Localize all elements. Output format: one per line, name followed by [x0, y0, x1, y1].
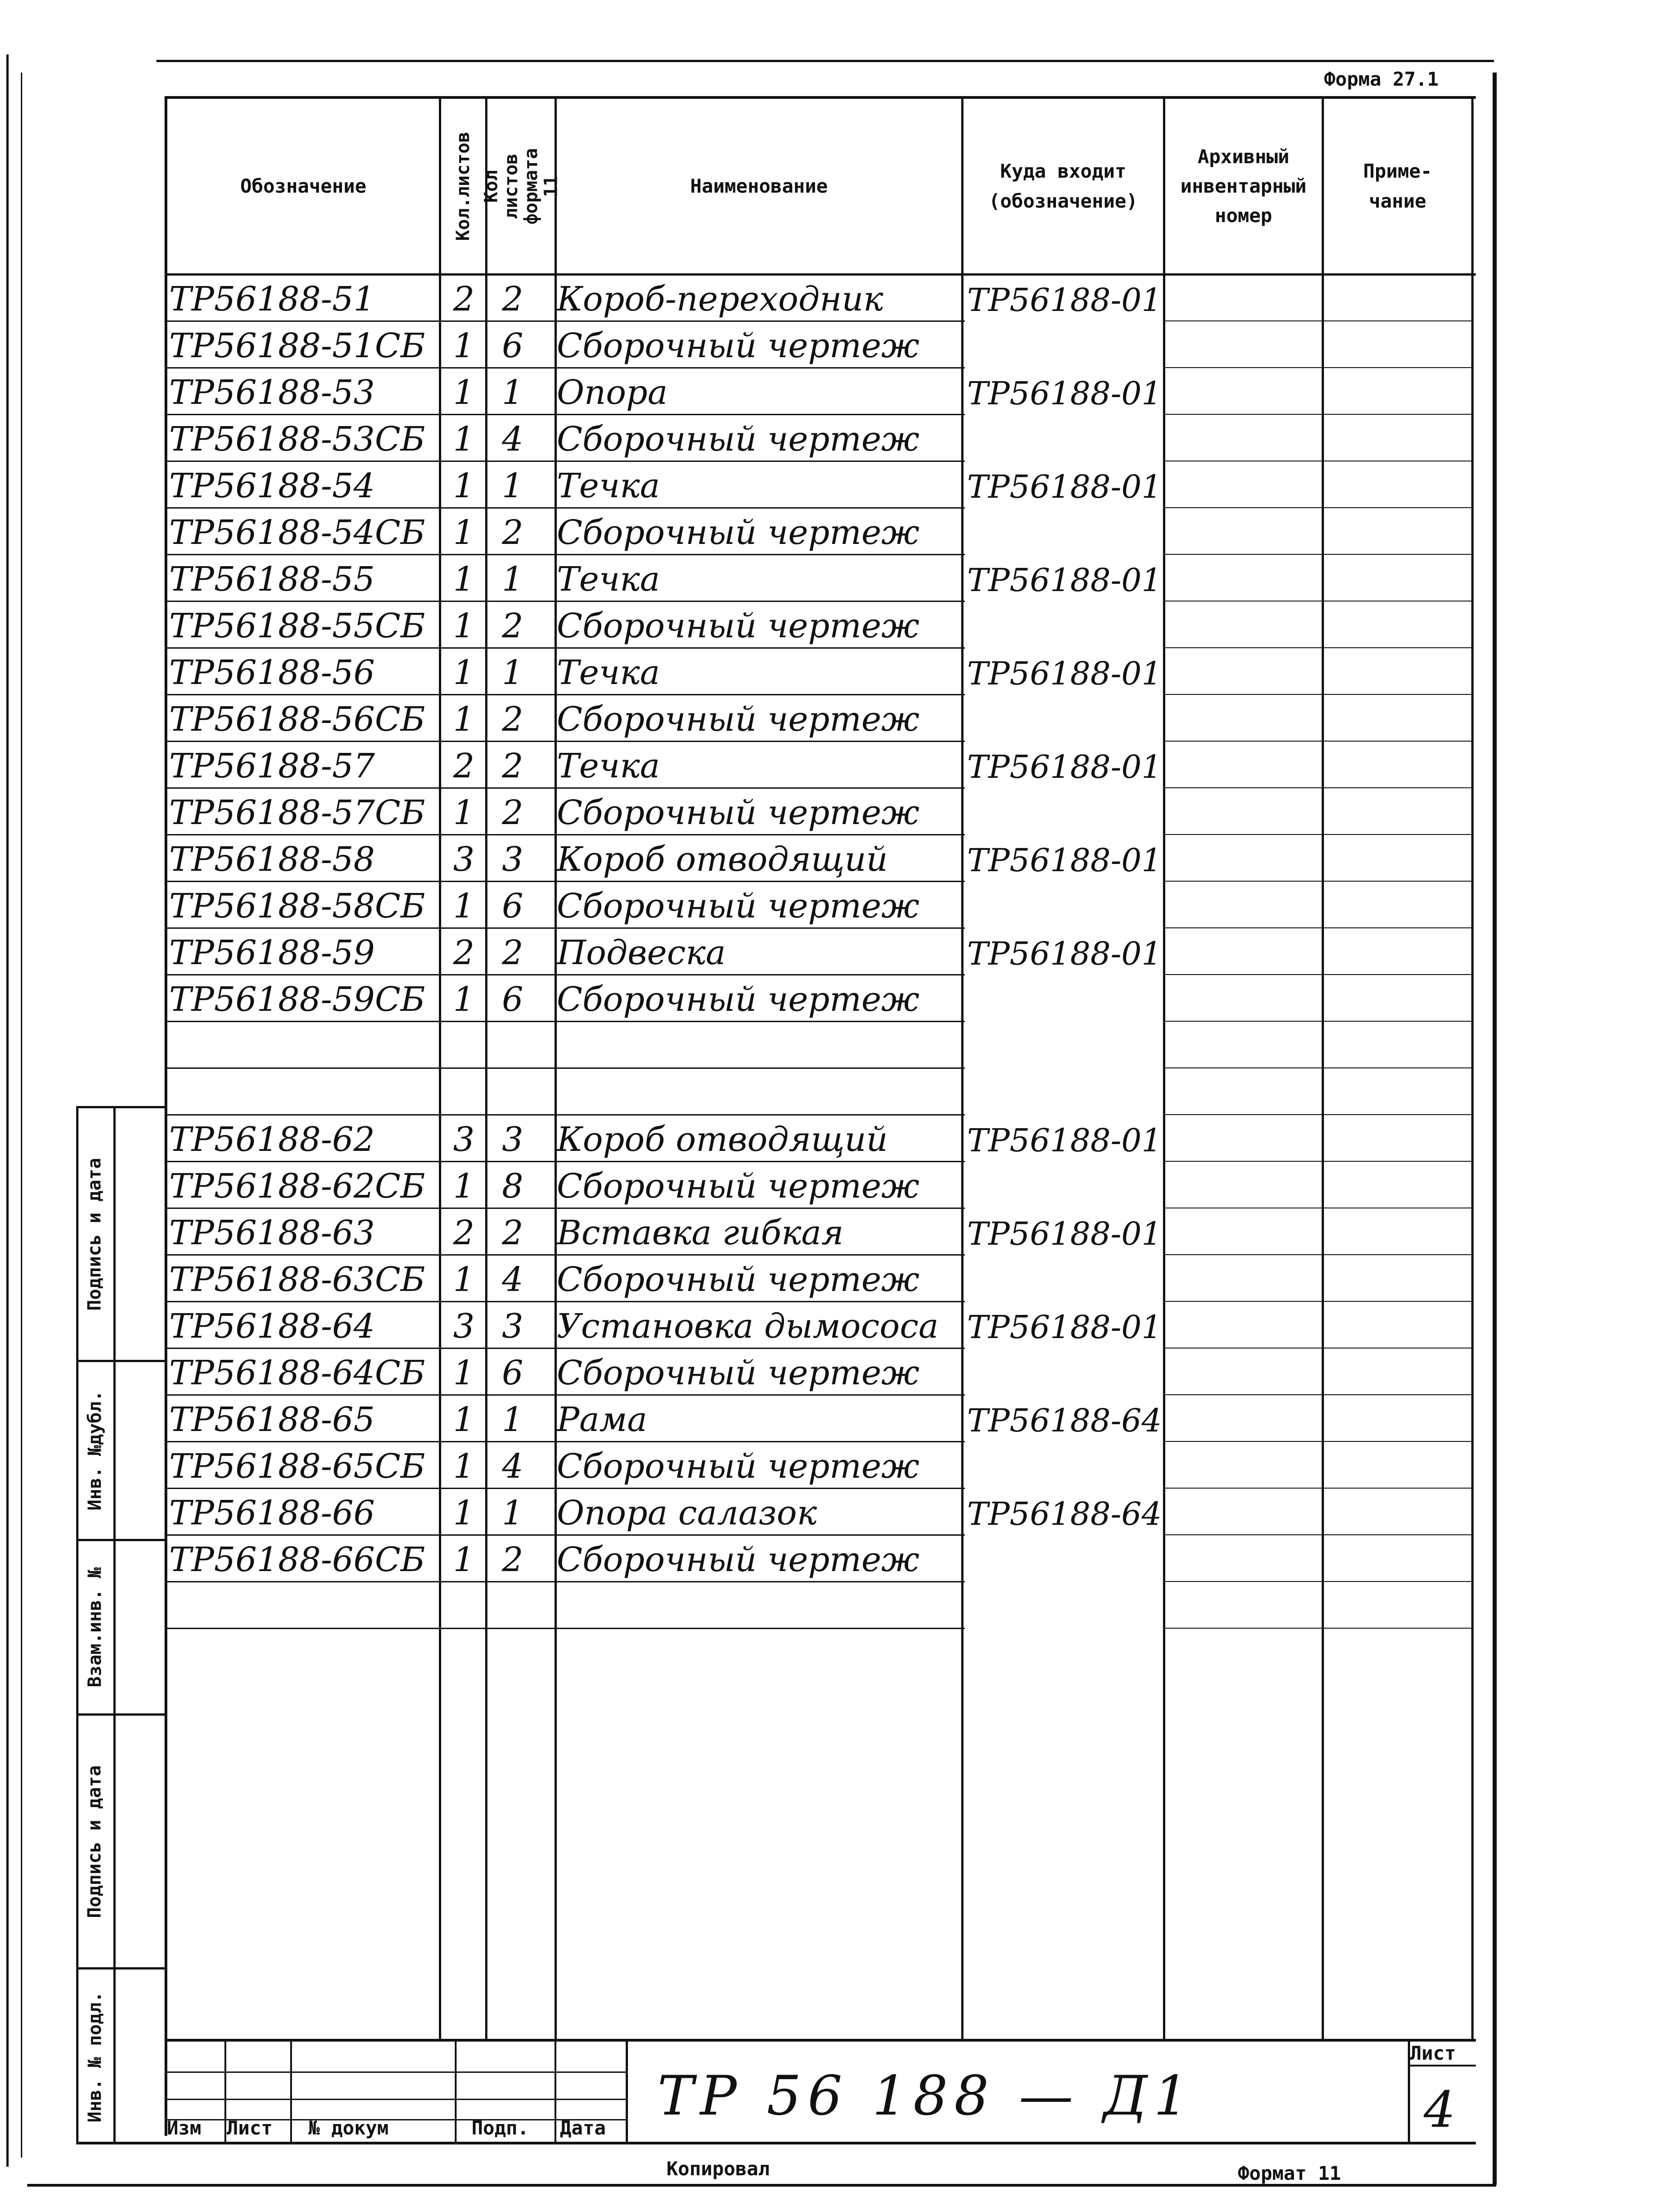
table-row [167, 1489, 1474, 1536]
row-designation: ТР56188-65 [169, 1400, 375, 1439]
row-sheets-f11: 2 [501, 747, 524, 786]
table-row [167, 322, 1474, 369]
tb-col-5 [626, 2040, 628, 2143]
header-archive: Архивный инвентарный номер [1180, 145, 1307, 227]
row-sheets [443, 1023, 484, 1069]
row-rule [167, 554, 965, 555]
row-sheets: 1 [453, 1353, 475, 1392]
row-designation: ТР56188-58 [169, 840, 375, 879]
row-rule-right [1165, 414, 1474, 415]
row-rule-right [1165, 694, 1474, 695]
row-where-used [967, 1023, 1221, 1069]
table-row [167, 836, 1474, 883]
tb-row-1 [165, 2071, 628, 2073]
row-where-used: ТР56188-01 [967, 655, 1162, 692]
row-designation: ТР56188-56 [169, 653, 375, 692]
row-where-used [967, 322, 1221, 369]
row-rule [167, 601, 965, 602]
row-designation: ТР56188-54СБ [169, 513, 425, 552]
row-sheets-f11: 1 [501, 1494, 524, 1533]
row-designation: ТР56188-58СБ [169, 887, 425, 926]
row-name: Течка [557, 653, 660, 692]
side-label-dup-inv: Инв. №дубл. [84, 1390, 105, 1511]
row-sheets: 1 [453, 1540, 475, 1579]
row-rule [167, 1067, 965, 1069]
row-sheets-f11: 2 [501, 1213, 524, 1252]
table-row [167, 696, 1474, 742]
row-sheets-f11: 2 [501, 280, 524, 319]
table-row [167, 1116, 1474, 1163]
row-where-used [967, 1349, 1221, 1396]
row-where-used: ТР56188-64 [967, 1495, 1162, 1533]
row-rule [167, 1348, 965, 1349]
row-sheets: 1 [453, 560, 475, 599]
row-sheets: 1 [453, 1447, 475, 1486]
row-rule-right [1165, 881, 1474, 882]
row-rule-right [1165, 1161, 1474, 1162]
row-rule [167, 881, 965, 882]
row-rule [167, 787, 965, 789]
form-label: Форма 27.1 [1324, 68, 1439, 90]
row-name: Рама [557, 1400, 647, 1439]
table-row [167, 1583, 1474, 1630]
row-where-used: ТР56188-01 [967, 281, 1162, 319]
row-where-used [967, 1256, 1221, 1303]
row-sheets: 1 [453, 980, 475, 1019]
tb-col-sheet: Лист [227, 2117, 273, 2139]
table-row [167, 883, 1474, 929]
tb-col-change: Изм [167, 2117, 201, 2139]
table-row [167, 976, 1474, 1023]
tb-col-date: Дата [560, 2117, 606, 2139]
table-row [167, 929, 1474, 976]
row-rule-right [1165, 320, 1474, 321]
row-designation [169, 1069, 439, 1116]
row-rule [167, 927, 965, 929]
row-designation: ТР56188-64 [169, 1307, 375, 1346]
row-sheets: 1 [453, 700, 475, 739]
row-where-used [967, 416, 1221, 462]
row-where-used: ТР56188-64 [967, 1402, 1162, 1439]
table-row [167, 556, 1474, 602]
row-rule [167, 507, 965, 509]
row-designation: ТР56188-53 [169, 373, 375, 412]
row-name: Сборочный чертеж [557, 700, 920, 739]
row-sheets: 1 [453, 420, 475, 459]
header-name: Наименование [690, 175, 828, 197]
row-sheets-f11: 2 [501, 1540, 524, 1579]
row-designation: ТР56188-66 [169, 1494, 375, 1533]
row-rule-right [1165, 927, 1474, 928]
row-where-used [967, 1443, 1221, 1489]
row-rule [167, 1628, 965, 1629]
row-sheets: 3 [453, 1307, 475, 1346]
row-sheets: 3 [453, 840, 475, 879]
row-name: Короб отводящий [557, 1120, 888, 1159]
row-sheets: 1 [453, 326, 475, 365]
row-designation: ТР56188-63СБ [169, 1260, 425, 1299]
row-rule-right [1165, 1067, 1474, 1068]
table-row [167, 789, 1474, 836]
header-sheets [441, 99, 485, 273]
row-designation: ТР56188-57 [169, 747, 375, 786]
row-sheets: 1 [453, 1167, 475, 1206]
row-rule [167, 1488, 965, 1489]
footer-format: Формат 11 [1238, 2162, 1341, 2184]
row-sheets: 1 [453, 887, 475, 926]
row-sheets: 1 [453, 1494, 475, 1533]
row-where-used: ТР56188-01 [967, 1215, 1162, 1252]
row-rule-right [1165, 554, 1474, 555]
row-designation [169, 1583, 439, 1630]
row-rule-right [1165, 647, 1474, 648]
table-row [167, 1023, 1474, 1069]
row-rule-right [1165, 1254, 1474, 1255]
row-name: Сборочный чертеж [557, 1167, 920, 1206]
row-sheets-f11: 3 [501, 1120, 524, 1159]
side-strip-mid [113, 1106, 116, 2144]
row-where-used [967, 976, 1221, 1023]
row-designation: ТР56188-62СБ [169, 1167, 425, 1206]
row-name: Течка [557, 560, 660, 599]
row-rule [167, 1254, 965, 1256]
row-where-used: ТР56188-01 [967, 468, 1162, 505]
row-rule-right [1165, 1581, 1474, 1582]
document-code: ТР 56 188 — Д1 [657, 2065, 1195, 2128]
row-sheets-f11: 4 [501, 420, 524, 459]
row-rule [167, 834, 965, 835]
row-designation: ТР56188-57СБ [169, 793, 425, 832]
row-rule [167, 1394, 965, 1396]
row-rule-right [1165, 1628, 1474, 1629]
row-sheets: 1 [453, 1400, 475, 1439]
row-designation [169, 1023, 439, 1069]
row-sheets [443, 1069, 484, 1116]
row-name: Сборочный чертеж [557, 1447, 920, 1486]
tb-col-4 [555, 2040, 556, 2143]
row-rule [167, 1208, 965, 1209]
tb-col-sign: Подп. [472, 2117, 529, 2139]
row-sheets-f11: 2 [501, 933, 524, 972]
row-sheets-f11 [491, 1023, 534, 1069]
row-rule-right [1165, 1394, 1474, 1395]
row-rule [167, 1114, 965, 1116]
row-sheets-f11: 6 [501, 326, 524, 365]
row-name: Сборочный чертеж [557, 1540, 920, 1579]
row-rule-right [1165, 507, 1474, 508]
tb-col-3 [455, 2040, 457, 2143]
row-sheets: 1 [453, 513, 475, 552]
row-designation: ТР56188-64СБ [169, 1353, 425, 1392]
table-row [167, 509, 1474, 556]
row-rule-right [1165, 1114, 1474, 1115]
header-sheets-f11-text: Кол листов формата 11 [481, 148, 562, 224]
table-row [167, 462, 1474, 509]
row-sheets-f11: 3 [501, 1307, 524, 1346]
row-where-used [967, 1069, 1221, 1116]
side-label-mutual-inv: Взам.инв. № [84, 1567, 105, 1688]
row-sheets-f11: 1 [501, 560, 524, 599]
row-sheets: 2 [453, 1213, 475, 1252]
row-rule [167, 367, 965, 369]
row-sheets: 1 [453, 373, 475, 412]
row-sheets: 2 [453, 747, 475, 786]
row-sheets-f11 [491, 1583, 534, 1630]
row-name: Опора салазок [557, 1494, 817, 1533]
footer-copied: Копировал [667, 2158, 770, 2180]
row-sheets-f11 [491, 1069, 534, 1116]
row-rule [167, 974, 965, 975]
row-where-used [967, 602, 1221, 649]
row-where-used [967, 1536, 1221, 1583]
row-sheets-f11: 8 [501, 1167, 524, 1206]
row-rule [167, 320, 965, 322]
row-sheets: 1 [453, 466, 475, 505]
row-name: Течка [557, 466, 660, 505]
row-name: Установка дымососа [557, 1307, 939, 1346]
row-sheets: 3 [453, 1120, 475, 1159]
row-name: Сборочный чертеж [557, 1260, 920, 1299]
row-where-used: ТР56188-01 [967, 1122, 1162, 1159]
row-where-used: ТР56188-01 [967, 748, 1162, 786]
row-rule [167, 1301, 965, 1302]
row-designation: ТР56188-63 [169, 1213, 375, 1252]
row-designation: ТР56188-55 [169, 560, 375, 599]
row-designation: ТР56188-59СБ [169, 980, 425, 1019]
row-rule-right [1165, 601, 1474, 602]
row-rule [167, 1441, 965, 1442]
row-sheets [443, 1583, 484, 1630]
table-row [167, 649, 1474, 696]
row-sheets: 2 [453, 933, 475, 972]
row-where-used: ТР56188-01 [967, 562, 1162, 599]
row-designation: ТР56188-51СБ [169, 326, 425, 365]
row-sheets-f11: 2 [501, 793, 524, 832]
row-sheets-f11: 2 [501, 700, 524, 739]
row-rule [167, 1021, 965, 1022]
row-sheets-f11: 6 [501, 1353, 524, 1392]
frame-top [156, 60, 1494, 62]
row-sheets: 1 [453, 653, 475, 692]
row-rule [167, 647, 965, 649]
table-row [167, 1163, 1474, 1209]
row-rule-right [1165, 1021, 1474, 1022]
table-row [167, 602, 1474, 649]
row-sheets-f11: 1 [501, 1400, 524, 1439]
row-name: Сборочный чертеж [557, 793, 920, 832]
row-rule-right [1165, 787, 1474, 788]
row-rule [167, 461, 965, 462]
row-sheets: 1 [453, 1260, 475, 1299]
side-label-signature-bottom: Подпись и дата [84, 1765, 105, 1918]
tb-sheet-div [1408, 2065, 1476, 2066]
row-sheets-f11: 4 [501, 1260, 524, 1299]
row-sheets-f11: 2 [501, 513, 524, 552]
table-row [167, 1209, 1474, 1256]
row-where-used: ТР56188-01 [967, 935, 1162, 972]
row-sheets: 1 [453, 606, 475, 645]
row-sheets-f11: 6 [501, 887, 524, 926]
row-designation: ТР56188-65СБ [169, 1447, 425, 1486]
row-designation: ТР56188-59 [169, 933, 375, 972]
frame-right [1493, 73, 1497, 2185]
row-designation: ТР56188-53СБ [169, 420, 425, 459]
tb-row-2 [165, 2099, 628, 2100]
table-row [167, 1349, 1474, 1396]
table-row [167, 1536, 1474, 1583]
row-name: Опора [557, 373, 668, 412]
row-sheets-f11: 1 [501, 466, 524, 505]
header-designation: Обозначение [240, 175, 367, 197]
table-row [167, 1303, 1474, 1349]
row-where-used [967, 789, 1221, 836]
table-row [167, 276, 1474, 322]
row-designation: ТР56188-51 [169, 280, 375, 319]
tb-sheet-label: Лист [1410, 2042, 1456, 2064]
row-sheets-f11: 2 [501, 606, 524, 645]
row-rule-right [1165, 1301, 1474, 1302]
row-where-used [967, 1583, 1221, 1630]
row-sheets-f11: 1 [501, 653, 524, 692]
row-name: Вставка гибкая [557, 1213, 844, 1252]
row-rule-right [1165, 741, 1474, 742]
row-rule [167, 741, 965, 742]
row-name: Сборочный чертеж [557, 326, 920, 365]
row-designation: ТР56188-55СБ [169, 606, 425, 645]
row-name: Короб-переходник [557, 280, 884, 319]
row-rule [167, 1161, 965, 1162]
table-row [167, 1069, 1474, 1116]
row-rule-right [1165, 834, 1474, 835]
tb-col-1 [224, 2040, 226, 2143]
table-row [167, 369, 1474, 416]
row-sheets-f11: 3 [501, 840, 524, 879]
row-rule [167, 1534, 965, 1536]
row-sheets: 1 [453, 793, 475, 832]
tb-bottom [76, 2142, 1476, 2144]
row-rule-right [1165, 1348, 1474, 1349]
row-where-used: ТР56188-01 [967, 1309, 1162, 1346]
table-row [167, 1396, 1474, 1443]
row-rule-right [1165, 974, 1474, 975]
row-rule-right [1165, 1441, 1474, 1442]
row-designation: ТР56188-66СБ [169, 1540, 425, 1579]
row-designation: ТР56188-54 [169, 466, 375, 505]
table-row [167, 1256, 1474, 1303]
row-where-used [967, 509, 1221, 556]
row-where-used: ТР56188-01 [967, 375, 1162, 412]
tb-sheet-number: 4 [1424, 2081, 1455, 2139]
row-sheets-f11: 4 [501, 1447, 524, 1486]
row-sheets: 2 [453, 280, 475, 319]
row-sheets-f11: 1 [501, 373, 524, 412]
table-row [167, 1443, 1474, 1489]
header-where-used: Куда входит (обозначение) [988, 160, 1138, 212]
row-name: Сборочный чертеж [557, 513, 920, 552]
row-where-used [967, 696, 1221, 742]
tb-top [165, 2039, 1476, 2042]
side-label-orig-inv: Инв. № подл. [84, 1991, 106, 2122]
left-edge-line-2 [21, 73, 22, 2158]
row-name: Подвеска [557, 933, 726, 972]
row-rule [167, 1581, 965, 1582]
tb-col-2 [290, 2040, 292, 2143]
table-row [167, 416, 1474, 462]
table-row [167, 742, 1474, 789]
row-rule-right [1165, 1534, 1474, 1535]
side-label-signature-top: Подпись и дата [84, 1157, 105, 1311]
row-name: Сборочный чертеж [557, 980, 920, 1019]
row-where-used [967, 1163, 1221, 1209]
row-rule [167, 414, 965, 415]
row-where-used: ТР56188-01 [967, 842, 1162, 879]
row-name: Сборочный чертеж [557, 420, 920, 459]
header-sheets-f11 [481, 99, 562, 273]
row-rule-right [1165, 367, 1474, 368]
row-name: Сборочный чертеж [557, 1353, 920, 1392]
row-name: Сборочный чертеж [557, 887, 920, 926]
row-name: Короб отводящий [557, 840, 888, 879]
row-designation: ТР56188-62 [169, 1120, 375, 1159]
row-name: Течка [557, 747, 660, 786]
header-note: Приме- чание [1363, 160, 1432, 212]
row-designation: ТР56188-56СБ [169, 700, 425, 739]
header-sheets-text: Кол.листов [452, 131, 474, 241]
row-rule [167, 694, 965, 695]
tb-col-doc: № докум [308, 2117, 389, 2139]
row-name: Сборочный чертеж [557, 606, 920, 645]
row-sheets-f11: 6 [501, 980, 524, 1019]
row-rule-right [1165, 1488, 1474, 1489]
row-where-used [967, 883, 1221, 929]
left-edge-line [6, 54, 9, 2167]
